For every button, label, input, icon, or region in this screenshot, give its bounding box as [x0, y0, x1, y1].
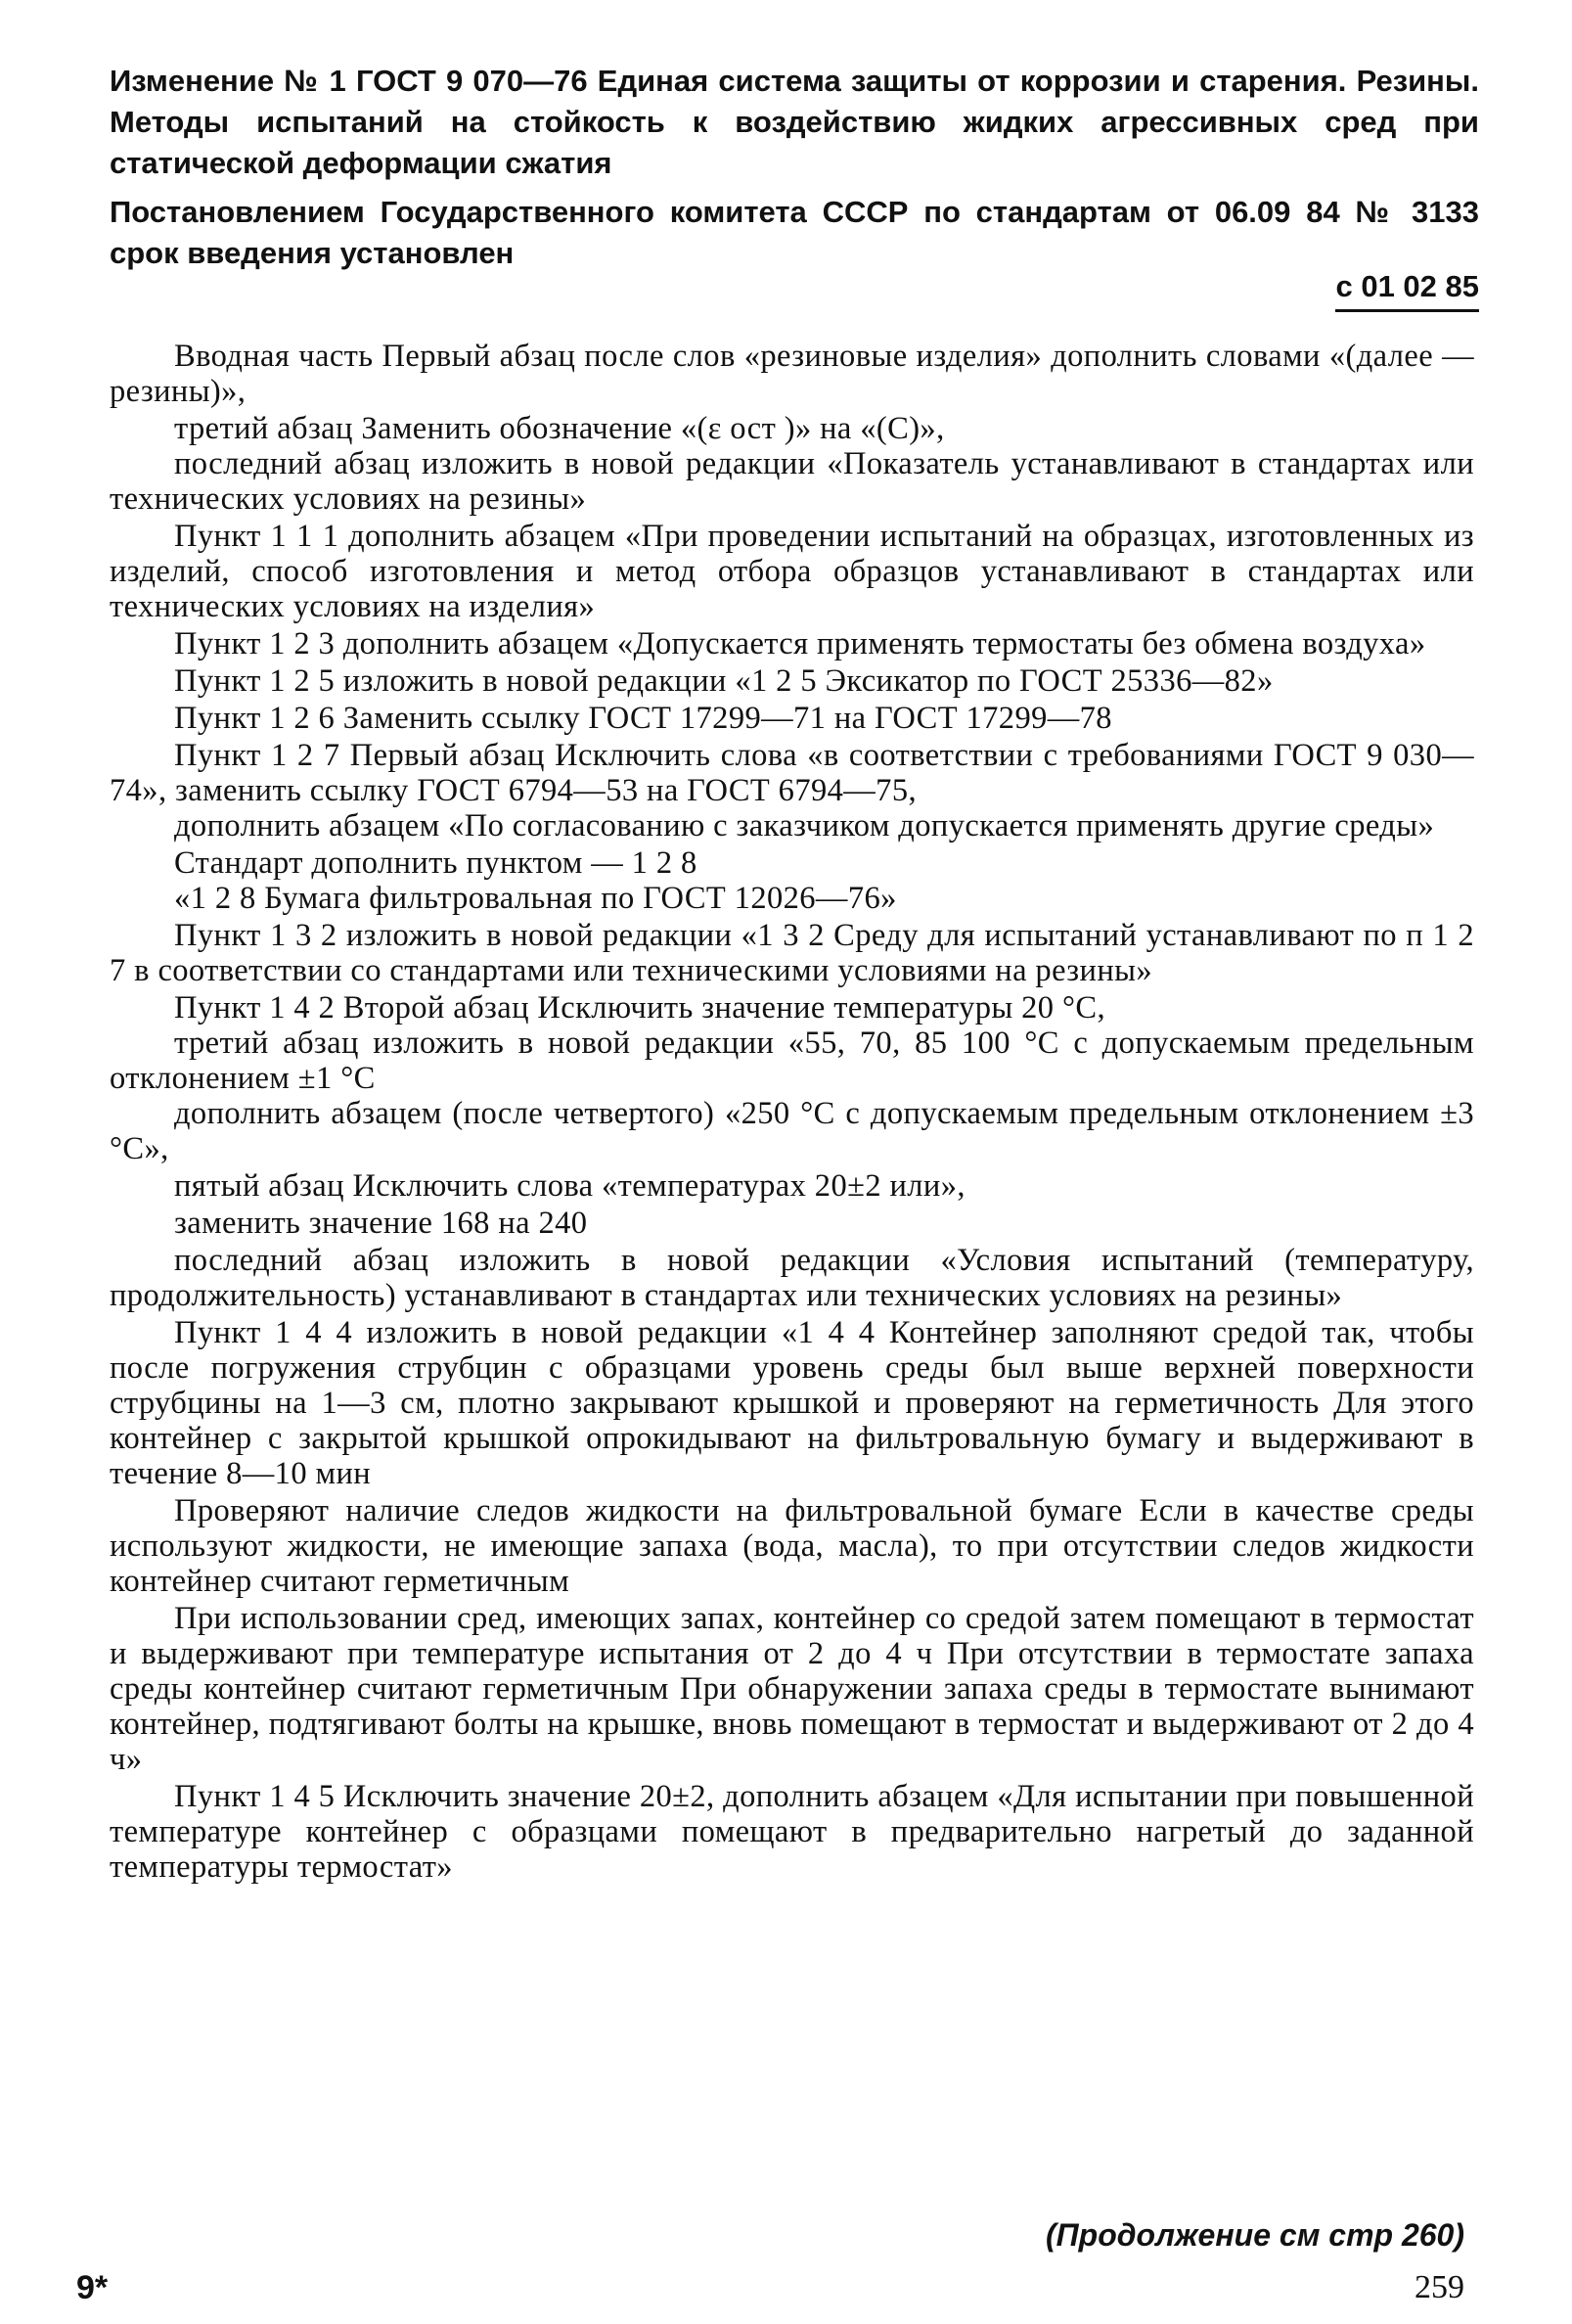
- paragraph: последний абзац изложить в новой редакции «Показатель устанавливают в стандартах или технических условиях на резины»: [110, 446, 1474, 517]
- paragraph: дополнить абзацем «По согласованию с заказчиком допускается применять другие среды»: [174, 808, 1435, 843]
- paragraph: При использовании сред, имеющих запах, контейнер со средой затем помещают в термостат и выдерживают при температуре испытания от 2 до 4 ч При отсутствии в термостате запаха среды контейнер считают герметичным При обнаружении запаха среды в термостате вынимают контейнер, подтягивают болты на крышке, вновь помещают в термостат и выдерживают от 2 до 4 ч»: [110, 1601, 1474, 1777]
- paragraph: Пункт 1 1 1 дополнить абзацем «При проведении испытаний на образцах, изготовленных из изделий, способ изготовления и метод отбора образцов устанавливают в стандартах или технических условиях на изделия»: [110, 519, 1474, 624]
- paragraph: Пункт 1 4 2 Второй абзац Исключить значение температуры 20 °С,: [174, 990, 1105, 1025]
- paragraph: Пункт 1 2 6 Заменить ссылку ГОСТ 17299—71 на ГОСТ 17299—78: [174, 701, 1112, 736]
- paragraph: заменить значение 168 на 240: [174, 1206, 588, 1241]
- paragraph: третий абзац Заменить обозначение «(ε ост )» на «(С)»,: [174, 411, 945, 446]
- paragraph: Пункт 1 4 5 Исключить значение 20±2, дополнить абзацем «Для испытании при повышенной температуре контейнер с образцами помещают в предварительно нагретый до заданной температуры термостат»: [110, 1779, 1474, 1885]
- paragraph: Пункт 1 4 4 изложить в новой редакции «1 4 4 Контейнер заполняют средой так, чтобы после погружения струбцин с образцами уровень среды был выше верхней поверхности струбцины на 1—3 см, плотно закрывают крышкой и проверяют на герметичность Для этого контейнер с закрытой крышкой опрокидывают на фильтровальную бумагу и выдерживают в течение 8—10 мин: [110, 1315, 1474, 1491]
- paragraph: Пункт 1 2 3 дополнить абзацем «Допускается применять термостаты без обмена воздуха»: [174, 626, 1426, 661]
- paragraph: Пункт 1 2 5 изложить в новой редакции «1 2 5 Эксикатор по ГОСТ 25336—82»: [174, 663, 1274, 699]
- paragraph: третий абзац изложить в новой редакции «55, 70, 85 100 °С с допускаемым предельным отклонением ±1 °С: [110, 1025, 1474, 1096]
- paragraph: пятый абзац Исключить слова «температурах 20±2 или»,: [174, 1168, 966, 1204]
- paragraph: дополнить абзацем (после четвертого) «250 °С с допускаемым предельным отклонением ±3 °С»,: [110, 1096, 1474, 1166]
- paragraph: Проверяют наличие следов жидкости на фильтровальной бумаге Если в качестве среды используют жидкости, не имеющие запаха (вода, масла), то при отсутствии следов жидкости контейнер считают герметичным: [110, 1493, 1474, 1599]
- signature-mark: 9*: [76, 2269, 109, 2306]
- decree-statement: Постановлением Государственного комитета СССР по стандартам от 06.09 84 № 3133 срок введения установлен: [110, 195, 1479, 270]
- amendment-body: [110, 339, 1474, 1887]
- paragraph: Вводная часть Первый абзац после слов «резиновые изделия» дополнить словами «(далее — резины)»,: [110, 339, 1474, 409]
- paragraph: Стандарт дополнить пунктом — 1 2 8: [174, 845, 697, 881]
- effective-date: с 01 02 85: [1335, 266, 1479, 312]
- document-title: Изменение № 1 ГОСТ 9 070—76 Единая система защиты от коррозии и старения. Резины. Методы испытаний на стойкость к воздействию жидких агрессивных сред при статической деформации сжатия: [110, 64, 1479, 180]
- page-number: 259: [1415, 2269, 1464, 2305]
- continuation-note: (Продолжение см стр 260): [1045, 2217, 1464, 2253]
- paragraph: последний абзац изложить в новой редакции «Условия испытаний (температуру, продолжительность) устанавливают в стандартах или технических условиях на резины»: [110, 1243, 1474, 1313]
- paragraph: Пункт 1 3 2 изложить в новой редакции «1 3 2 Среду для испытаний устанавливают по п 1 2 7 в соответствии со стандартами или техническими условиями на резины»: [110, 918, 1474, 988]
- paragraph: Пункт 1 2 7 Первый абзац Исключить слова «в соответствии с требованиями ГОСТ 9 030—74», заменить ссылку ГОСТ 6794—53 на ГОСТ 6794—75,: [110, 738, 1474, 808]
- paragraph: «1 2 8 Бумага фильтровальная по ГОСТ 12026—76»: [174, 881, 897, 916]
